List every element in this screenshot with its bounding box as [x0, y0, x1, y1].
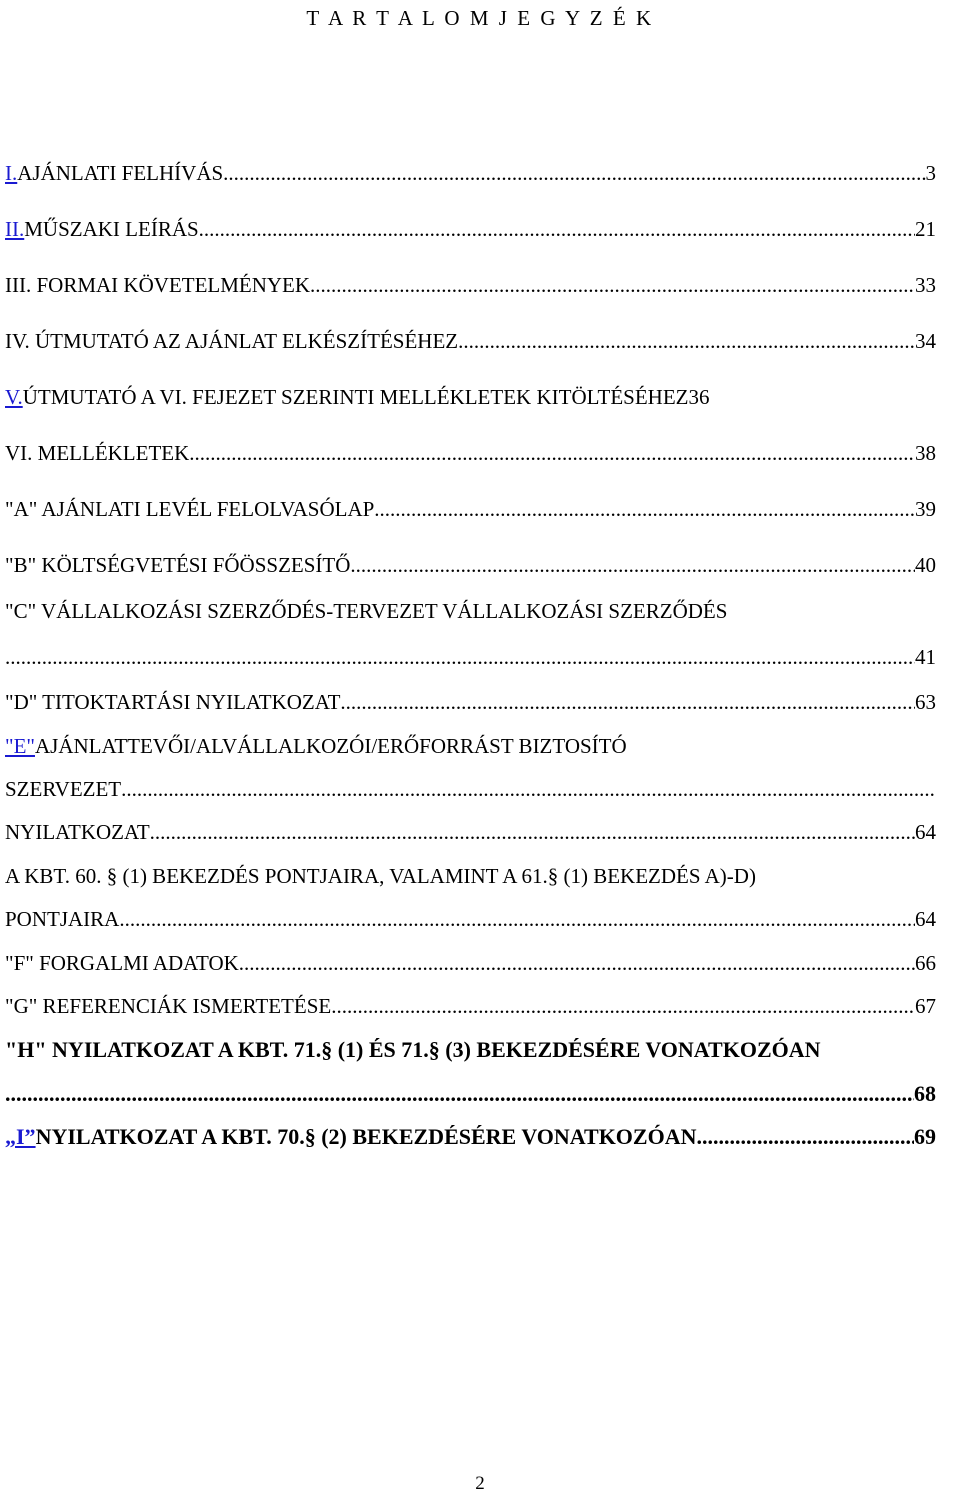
toc-page-number: 67 — [915, 994, 936, 1018]
toc-entry-text: A KBT. 60. § (1) BEKEZDÉS PONTJAIRA, VALAMINT A 61.§ (1) BEKEZDÉS A)-D) — [5, 864, 756, 888]
toc-entry[interactable] — [5, 438, 936, 468]
toc-link[interactable]: V. — [5, 385, 23, 409]
toc-entry-text: "F" FORGALMI ADATOK — [5, 951, 239, 975]
toc-link[interactable]: "E" — [5, 734, 35, 758]
toc-entry-text: IV. ÚTMUTATÓ AZ AJÁNLAT ELKÉSZÍTÉSÉHEZ — [5, 329, 459, 353]
toc-entry[interactable] — [5, 991, 936, 1021]
toc-entry-text: VI. MELLÉKLETEK — [5, 441, 190, 465]
toc-entry[interactable] — [5, 494, 936, 524]
toc-entry-text: "H" NYILATKOZAT A KBT. 71.§ (1) ÉS 71.§ (3) BEKEZDÉSÉRE VONATKOZÓAN — [5, 1037, 821, 1062]
dot-leader — [331, 991, 915, 1021]
toc-page-number: 64 — [915, 907, 936, 931]
toc-link[interactable]: II. — [5, 217, 25, 241]
toc-page-number: 63 — [915, 690, 936, 714]
toc-entry-text: AJÁNLATTEVŐI/ALVÁLLALKOZÓI/ERŐFORRÁST BIZTOSÍTÓ — [34, 734, 627, 758]
toc-page-number: 41 — [915, 645, 936, 669]
dot-leader — [696, 1122, 914, 1152]
dot-leader — [189, 438, 915, 468]
dot-leader — [150, 817, 915, 847]
toc-entry[interactable] — [5, 550, 936, 580]
toc-entry-text: ÚTMUTATÓ A VI. FEJEZET SZERINTI MELLÉKLETEK KITÖLTÉSÉHEZ36 — [22, 385, 710, 409]
toc-page-number: 66 — [915, 951, 936, 975]
toc-page-number: 34 — [915, 329, 936, 353]
dot-leader — [121, 774, 936, 804]
dot-leader — [5, 1079, 914, 1109]
toc-entry-text: PONTJAIRA — [5, 907, 120, 931]
dot-leader — [199, 214, 915, 244]
toc-entry-text: "C" VÁLLALKOZÁSI SZERZŐDÉS-TERVEZET VÁLLALKOZÁSI SZERZŐDÉS — [5, 599, 728, 623]
toc-link[interactable]: „I” — [5, 1124, 36, 1149]
toc-page-number: 68 — [914, 1081, 936, 1106]
toc-entry-text: III. FORMAI KÖVETELMÉNYEK — [5, 273, 311, 297]
toc-entry-text: NYILATKOZAT — [5, 820, 150, 844]
toc-page-number: 21 — [915, 217, 936, 241]
toc-entry[interactable] — [5, 326, 936, 356]
toc-entry[interactable] — [5, 687, 936, 717]
toc-page-number: 33 — [915, 273, 936, 297]
toc-entry[interactable] — [5, 642, 936, 672]
toc-entry-text: "A" AJÁNLATI LEVÉL FELOLVASÓLAP — [5, 497, 375, 521]
toc-link[interactable]: I. — [5, 161, 18, 185]
toc-entry[interactable] — [5, 731, 956, 761]
toc-entry[interactable] — [5, 596, 956, 626]
dot-leader — [458, 326, 915, 356]
toc-entry-text: MŰSZAKI LEÍRÁS — [24, 217, 199, 241]
toc-page-number: 40 — [915, 553, 936, 577]
toc-entry[interactable] — [5, 861, 956, 891]
toc-entry[interactable] — [5, 1079, 936, 1109]
toc-page-number: 3 — [925, 161, 936, 185]
toc-page-number: 64 — [915, 820, 936, 844]
toc-entry-text: "G" REFERENCIÁK ISMERTETÉSE — [5, 994, 332, 1018]
toc-entry[interactable] — [5, 904, 936, 934]
dot-leader — [374, 494, 915, 524]
dot-leader — [223, 158, 925, 188]
dot-leader — [340, 687, 915, 717]
dot-leader — [310, 270, 915, 300]
toc-entry-text: "D" TITOKTARTÁSI NYILATKOZAT — [5, 690, 341, 714]
toc-entry[interactable] — [5, 817, 936, 847]
toc-page-number: 69 — [914, 1124, 936, 1149]
document-title: T A R T A L O M J E G Y Z É K — [306, 6, 654, 30]
toc-page-number: 39 — [915, 497, 936, 521]
page-number: 2 — [475, 1473, 485, 1494]
dot-leader — [239, 948, 915, 978]
toc-entry[interactable] — [5, 270, 936, 300]
dot-leader — [119, 904, 915, 934]
toc-entry-text: SZERVEZET — [5, 777, 122, 801]
toc-entry-text: "B" KÖLTSÉGVETÉSI FŐÖSSZESÍTŐ — [5, 553, 351, 577]
toc-entry[interactable] — [5, 214, 936, 244]
toc-entry[interactable] — [5, 1035, 956, 1065]
toc-entry-text: AJÁNLATI FELHÍVÁS — [17, 161, 224, 185]
toc-entry-text: NYILATKOZAT A KBT. 70.§ (2) BEKEZDÉSÉRE VONATKOZÓAN — [35, 1124, 697, 1149]
toc-entry[interactable] — [5, 158, 936, 188]
toc-entry[interactable] — [5, 382, 956, 412]
toc-entry[interactable] — [5, 774, 936, 804]
toc-entry[interactable] — [5, 948, 936, 978]
dot-leader — [350, 550, 915, 580]
toc-entry[interactable] — [5, 1122, 936, 1152]
dot-leader — [5, 642, 915, 672]
toc-page-number: 38 — [915, 441, 936, 465]
